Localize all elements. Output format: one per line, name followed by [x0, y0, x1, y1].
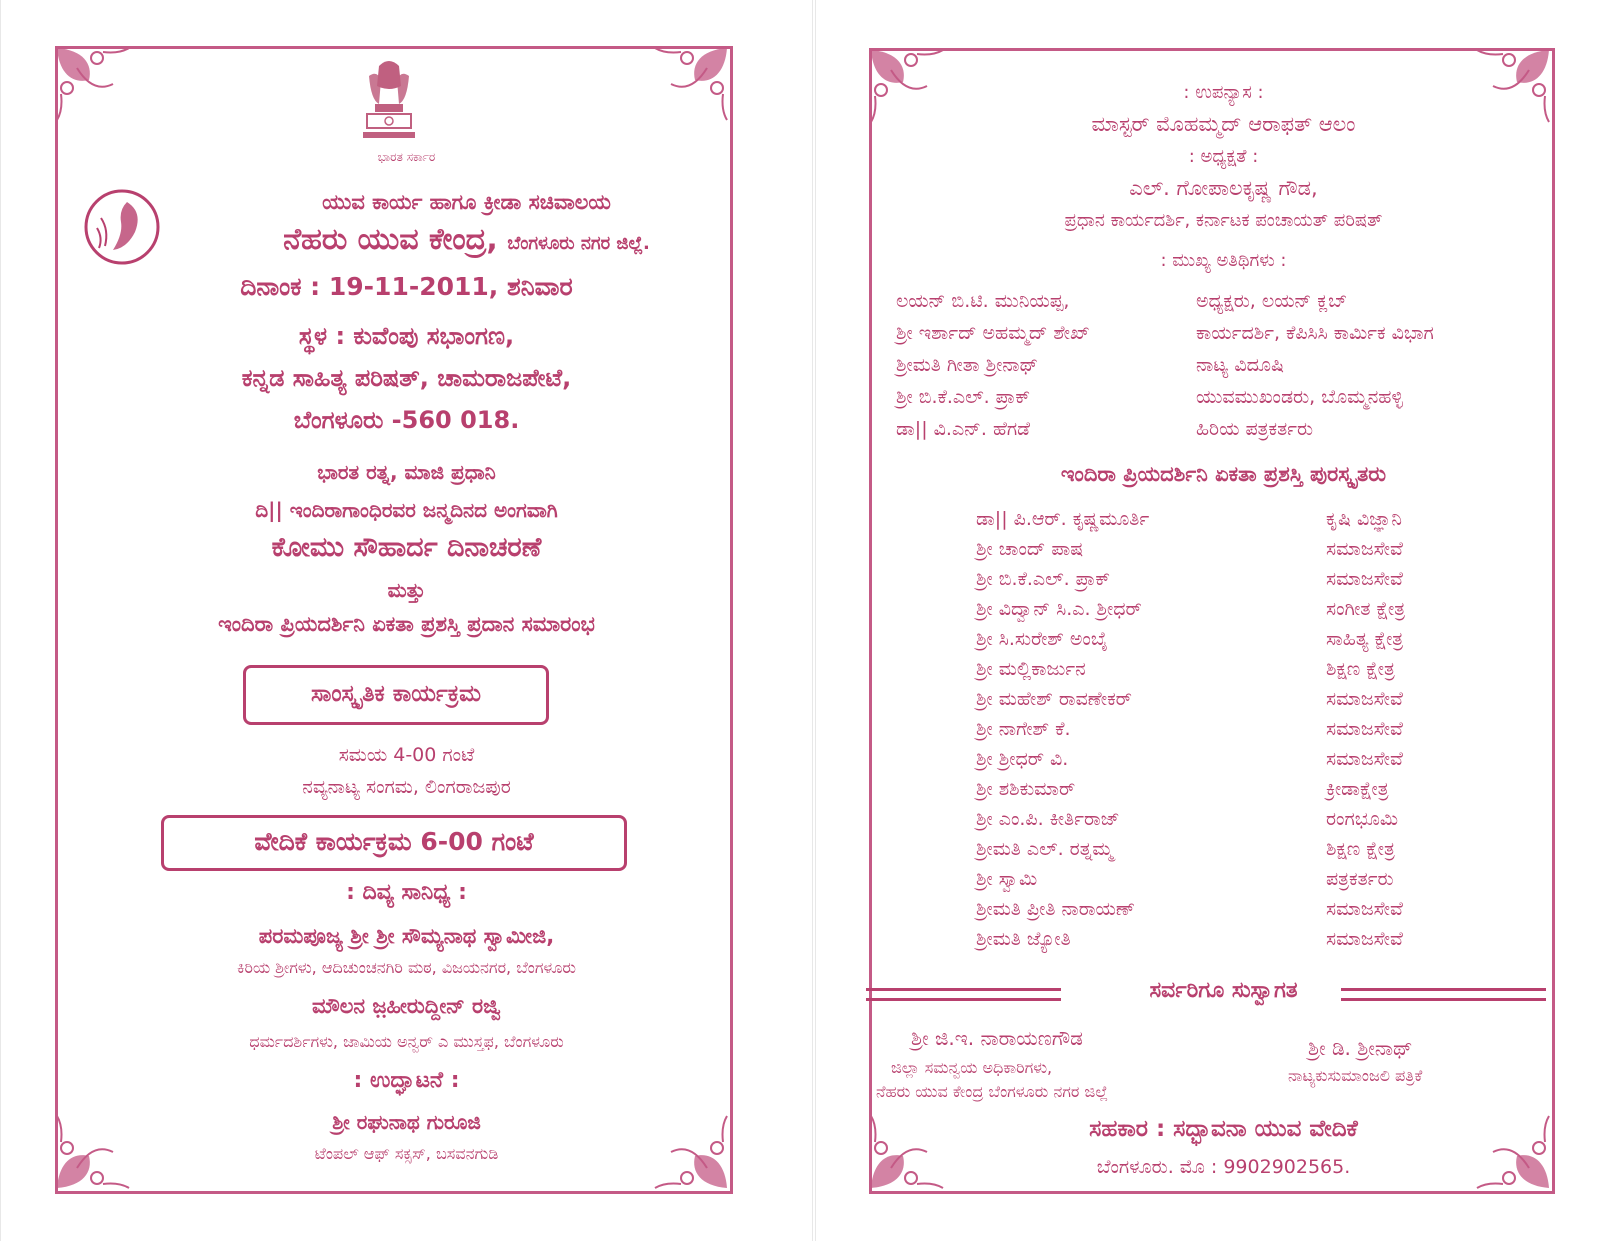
- awardee-name: ಶ್ರೀ ಚಾಂದ್ ಪಾಷ: [976, 538, 1084, 560]
- inauguration-heading: : ಉದ್ಘಾಟನೆ :: [353, 1068, 460, 1093]
- state-emblem-icon: [357, 56, 421, 146]
- event-date: ದಿನಾಂಕ : 19-11-2011, ಶನಿವಾರ: [240, 272, 573, 301]
- awardee-field: ಸಮಾಜಸೇವೆ: [1326, 718, 1403, 740]
- org-district: ಬೆಂಗಳೂರು ನಗರ ಜಿಲ್ಲೆ.: [507, 233, 650, 254]
- awardee-field: ಸಮಾಜಸೇವೆ: [1326, 898, 1403, 920]
- divine-heading: : ದಿವ್ಯ ಸಾನಿಧ್ಯ :: [346, 880, 467, 905]
- awardee-name: ಶ್ರೀ ಬಿ.ಕೆ.ಎಲ್. ಪ್ರಾಕ್: [976, 568, 1111, 590]
- host1-desc-2: ನೆಹರು ಯುವ ಕೇಂದ್ರ ಬೆಂಗಳೂರು ನಗರ ಜಿಲ್ಲೆ: [876, 1082, 1109, 1101]
- emblem-caption: ಭಾರತ ಸರ್ಕಾರ: [377, 150, 436, 164]
- cultural-troupe: ನವ್ಯನಾಟ್ಯ ಸಂಗಮ, ಲಿಂಗರಾಜಪುರ: [302, 776, 511, 798]
- awardee-field: ಸಂಗೀತ ಕ್ಷೇತ್ರ: [1326, 598, 1406, 620]
- maulana-name: ಮೌಲನ ಜ಼ಹೀರುದ್ದೀನ್ ರಜ್ವಿ: [311, 994, 502, 1018]
- awardee-name: ಶ್ರೀ ಸಿ.ಸುರೇಶ್ ಅಂಬೈ: [976, 628, 1108, 650]
- lecture-heading: : ಉಪನ್ಯಾಸ :: [1183, 82, 1264, 103]
- awardee-field: ಪತ್ರಕರ್ತರು: [1326, 868, 1394, 890]
- awardee-field: ಶಿಕ್ಷಣ ಕ್ಷೇತ್ರ: [1326, 838, 1395, 860]
- awardee-name: ಶ್ರೀ ನಾಗೇಶ್ ಕೆ.: [976, 718, 1071, 740]
- swamiji-name: ಪರಮಪೂಜ್ಯ ಶ್ರೀ ಶ್ರೀ ಸೌಮ್ಯನಾಥ ಸ್ವಾಮೀಜಿ,: [258, 924, 555, 948]
- occasion-line-2: ದಿ|| ಇಂದಿರಾಗಾಂಧಿರವರ ಜನ್ಮದಿನದ ಅಂಗವಾಗಿ: [255, 498, 558, 522]
- floral-corner-icon: [53, 44, 135, 126]
- stage-program-box: ವೇದಿಕೆ ಕಾರ್ಯಕ್ರಮ 6-00 ಗಂಟೆ: [161, 815, 627, 871]
- floral-corner-icon: [649, 44, 731, 126]
- host2-name: ಶ್ರೀ ಡಿ. ಶ್ರೀನಾಥ್: [1308, 1036, 1413, 1060]
- org-name: ನೆಹರು ಯುವ ಕೇಂದ್ರ,: [283, 222, 498, 257]
- inauguration-desc: ಟೆಂಪಲ್ ಆಫ್ ಸಕ್ಸಸ್, ಬಸವನಗುಡಿ: [314, 1144, 499, 1163]
- welcome-text: ಸರ್ವರಿಗೂ ಸುಸ್ವಾಗತ: [1149, 978, 1298, 1003]
- sahakara-line: ಸಹಕಾರ : ಸದ್ಭಾವನಾ ಯುವ ವೇದಿಕೆ: [1089, 1116, 1358, 1142]
- awards-heading: ಇಂದಿರಾ ಪ್ರಿಯದರ್ಶಿನಿ ಏಕತಾ ಪ್ರಶಸ್ತಿ ಪುರಸ್ಕೃತರು: [1060, 462, 1387, 486]
- guest-role: ಅಧ್ಯಕ್ಷರು, ಲಯನ್ ಕ್ಲಬ್: [1196, 290, 1348, 312]
- awardee-name: ಶ್ರೀಮತಿ ಜ್ಯೋತಿ: [976, 928, 1071, 950]
- ministry-name: ಯುವ ಕಾರ್ಯ ಹಾಗೂ ಕ್ರೀಡಾ ಸಚಿವಾಲಯ: [322, 190, 611, 214]
- awardee-field: ರಂಗಭೂಮಿ: [1326, 808, 1399, 830]
- awardee-field: ಸಾಹಿತ್ಯ ಕ್ಷೇತ್ರ: [1326, 628, 1404, 650]
- president-desc: ಪ್ರಧಾನ ಕಾರ್ಯದರ್ಶಿ, ಕರ್ನಾಟಕ ಪಂಚಾಯತ್ ಪರಿಷತ್: [1064, 210, 1383, 231]
- org-heading: [121, 222, 812, 257]
- guest-name: ಡಾ|| ವಿ.ಎನ್. ಹೆಗಡೆ: [896, 418, 1031, 440]
- awardee-field: ಸಮಾಜಸೇವೆ: [1326, 748, 1403, 770]
- guest-role: ಕಾರ್ಯದರ್ಶಿ, ಕೆಪಿಸಿಸಿ ಕಾರ್ಮಿಕ ವಿಭಾಗ: [1196, 322, 1434, 344]
- host2-desc: ನಾಟ್ಯಕುಸುಮಾಂಜಲಿ ಪತ್ರಿಕೆ: [1288, 1066, 1423, 1085]
- awardee-name: ಶ್ರೀ ಸ್ವಾಮಿ: [976, 868, 1038, 890]
- guest-name: ಶ್ರೀ ಬಿ.ಕೆ.ಎಲ್. ಪ್ರಾಕ್: [896, 386, 1031, 408]
- awardee-name: ಶ್ರೀ ಎಂ.ಪಿ. ಕೀರ್ತಿರಾಜ್: [976, 808, 1120, 830]
- occasion-line-3: ಕೋಮು ಸೌಹಾರ್ದ ದಿನಾಚರಣೆ: [271, 532, 542, 563]
- swamiji-desc: ಕಿರಿಯ ಶ್ರೀಗಳು, ಆದಿಚುಂಚನಗಿರಿ ಮಠ, ವಿಜಯನಗರ, ಬೆಂಗಳೂರು: [237, 958, 576, 977]
- cultural-program-box: ಸಾಂಸ್ಕೃತಿಕ ಕಾರ್ಯಕ್ರಮ: [243, 665, 549, 725]
- venue-line-2: ಕನ್ನಡ ಸಾಹಿತ್ಯ ಪರಿಷತ್, ಚಾಮರಾಜಪೇಟೆ,: [241, 364, 572, 392]
- awardee-name: ಶ್ರೀ ವಿದ್ವಾನ್ ಸಿ.ಎ. ಶ್ರೀಧರ್: [976, 598, 1142, 620]
- guest-role: ನಾಟ್ಯ ವಿದೂಷಿ: [1196, 354, 1284, 376]
- guest-name: ಲಯನ್ ಬಿ.ಟಿ. ಮುನಿಯಪ್ಪ,: [896, 290, 1070, 312]
- guest-name: ಶ್ರೀಮತಿ ಗೀತಾ ಶ್ರೀನಾಥ್: [896, 354, 1039, 376]
- awardee-name: ಶ್ರೀಮತಿ ಪ್ರೀತಿ ನಾರಾಯಣ್: [976, 898, 1136, 920]
- awardee-field: ಸಮಾಜಸೇವೆ: [1326, 928, 1403, 950]
- awardee-name: ಶ್ರೀ ಶಶಿಕುಮಾರ್: [976, 778, 1076, 800]
- occasion-line-5: ಇಂದಿರಾ ಪ್ರಿಯದರ್ಶಿನಿ ಏಕತಾ ಪ್ರಶಸ್ತಿ ಪ್ರದಾನ ಸಮಾರಂಭ: [218, 612, 595, 636]
- awardee-field: ಸಮಾಜಸೇವೆ: [1326, 568, 1403, 590]
- awardee-field: ಕೃಷಿ ವಿಜ್ಞಾನಿ: [1326, 508, 1402, 530]
- president-name: ಎಲ್. ಗೋಪಾಲಕೃಷ್ಣ ಗೌಡ,: [1129, 176, 1318, 200]
- awardee-name: ಶ್ರೀ ಮಹೇಶ್ ರಾವಣೇಕರ್: [976, 688, 1132, 710]
- guests-heading: : ಮುಖ್ಯ ಅತಿಥಿಗಳು :: [1160, 250, 1287, 271]
- venue-line-1: ಸ್ಥಳ : ಕುವೆಂಪು ಸಭಾಂಗಣ,: [298, 322, 515, 350]
- awardee-field: ಸಮಾಜಸೇವೆ: [1326, 538, 1403, 560]
- awardee-field: ಸಮಾಜಸೇವೆ: [1326, 688, 1403, 710]
- right-page: [815, 0, 1600, 1241]
- guest-role: ಯುವಮುಖಂಡರು, ಬೊಮ್ಮನಹಳ್ಳಿ: [1196, 386, 1404, 408]
- awardee-name: ಶ್ರೀ ಮಲ್ಲಿಕಾರ್ಜುನ: [976, 658, 1086, 680]
- maulana-desc: ಧರ್ಮದರ್ಶಿಗಳು, ಜಾಮಿಯ ಅನ್ವರ್ ಎ ಮುಸ್ತಫ, ಬೆಂಗಳೂರು: [249, 1032, 564, 1051]
- venue-line-3: ಬೆಂಗಳೂರು -560 018.: [293, 406, 520, 434]
- awardee-name: ಶ್ರೀಮತಿ ಎಲ್. ರತ್ನಮ್ಮ: [976, 838, 1113, 860]
- president-heading: : ಅಧ್ಯಕ್ಷತೆ :: [1188, 146, 1259, 167]
- awardee-name: ಡಾ|| ಪಿ.ಆರ್. ಕೃಷ್ಣಮೂರ್ತಿ: [976, 508, 1150, 530]
- awardee-name: ಶ್ರೀ ಶ್ರೀಧರ್ ವಿ.: [976, 748, 1069, 770]
- awardee-field: ಕ್ರೀಡಾಕ್ಷೇತ್ರ: [1326, 778, 1389, 800]
- occasion-line-1: ಭಾರತ ರತ್ನ, ಮಾಜಿ ಪ್ರಧಾನಿ: [317, 460, 496, 484]
- guest-name: ಶ್ರೀ ಇರ್ಶಾದ್ ಅಹಮ್ಮದ್ ಶೇಖ್: [896, 322, 1090, 344]
- guest-role: ಹಿರಿಯ ಪತ್ರಕರ್ತರು: [1196, 418, 1314, 440]
- inauguration-name: ಶ್ರೀ ರಘುನಾಥ ಗುರೂಜಿ: [332, 1110, 481, 1134]
- cultural-time: ಸಮಯ 4-00 ಗಂಟೆ: [338, 744, 475, 766]
- host1-desc-1: ಜಿಲ್ಲಾ ಸಮನ್ವಯ ಅಧಿಕಾರಿಗಳು,: [891, 1058, 1053, 1077]
- awardee-field: ಶಿಕ್ಷಣ ಕ್ಷೇತ್ರ: [1326, 658, 1395, 680]
- occasion-line-4: ಮತ್ತು: [387, 578, 426, 602]
- host1-name: ಶ್ರೀ ಜಿ.ಇ. ನಾರಾಯಣಗೌಡ: [911, 1026, 1083, 1050]
- contact-line: ಬೆಂಗಳೂರು. ಮೊ : 9902902565.: [1096, 1156, 1351, 1178]
- lecture-name: ಮಾಸ್ಟರ್ ಮೊಹಮ್ಮದ್ ಆರಾಫತ್ ಆಲಂ: [1091, 112, 1356, 136]
